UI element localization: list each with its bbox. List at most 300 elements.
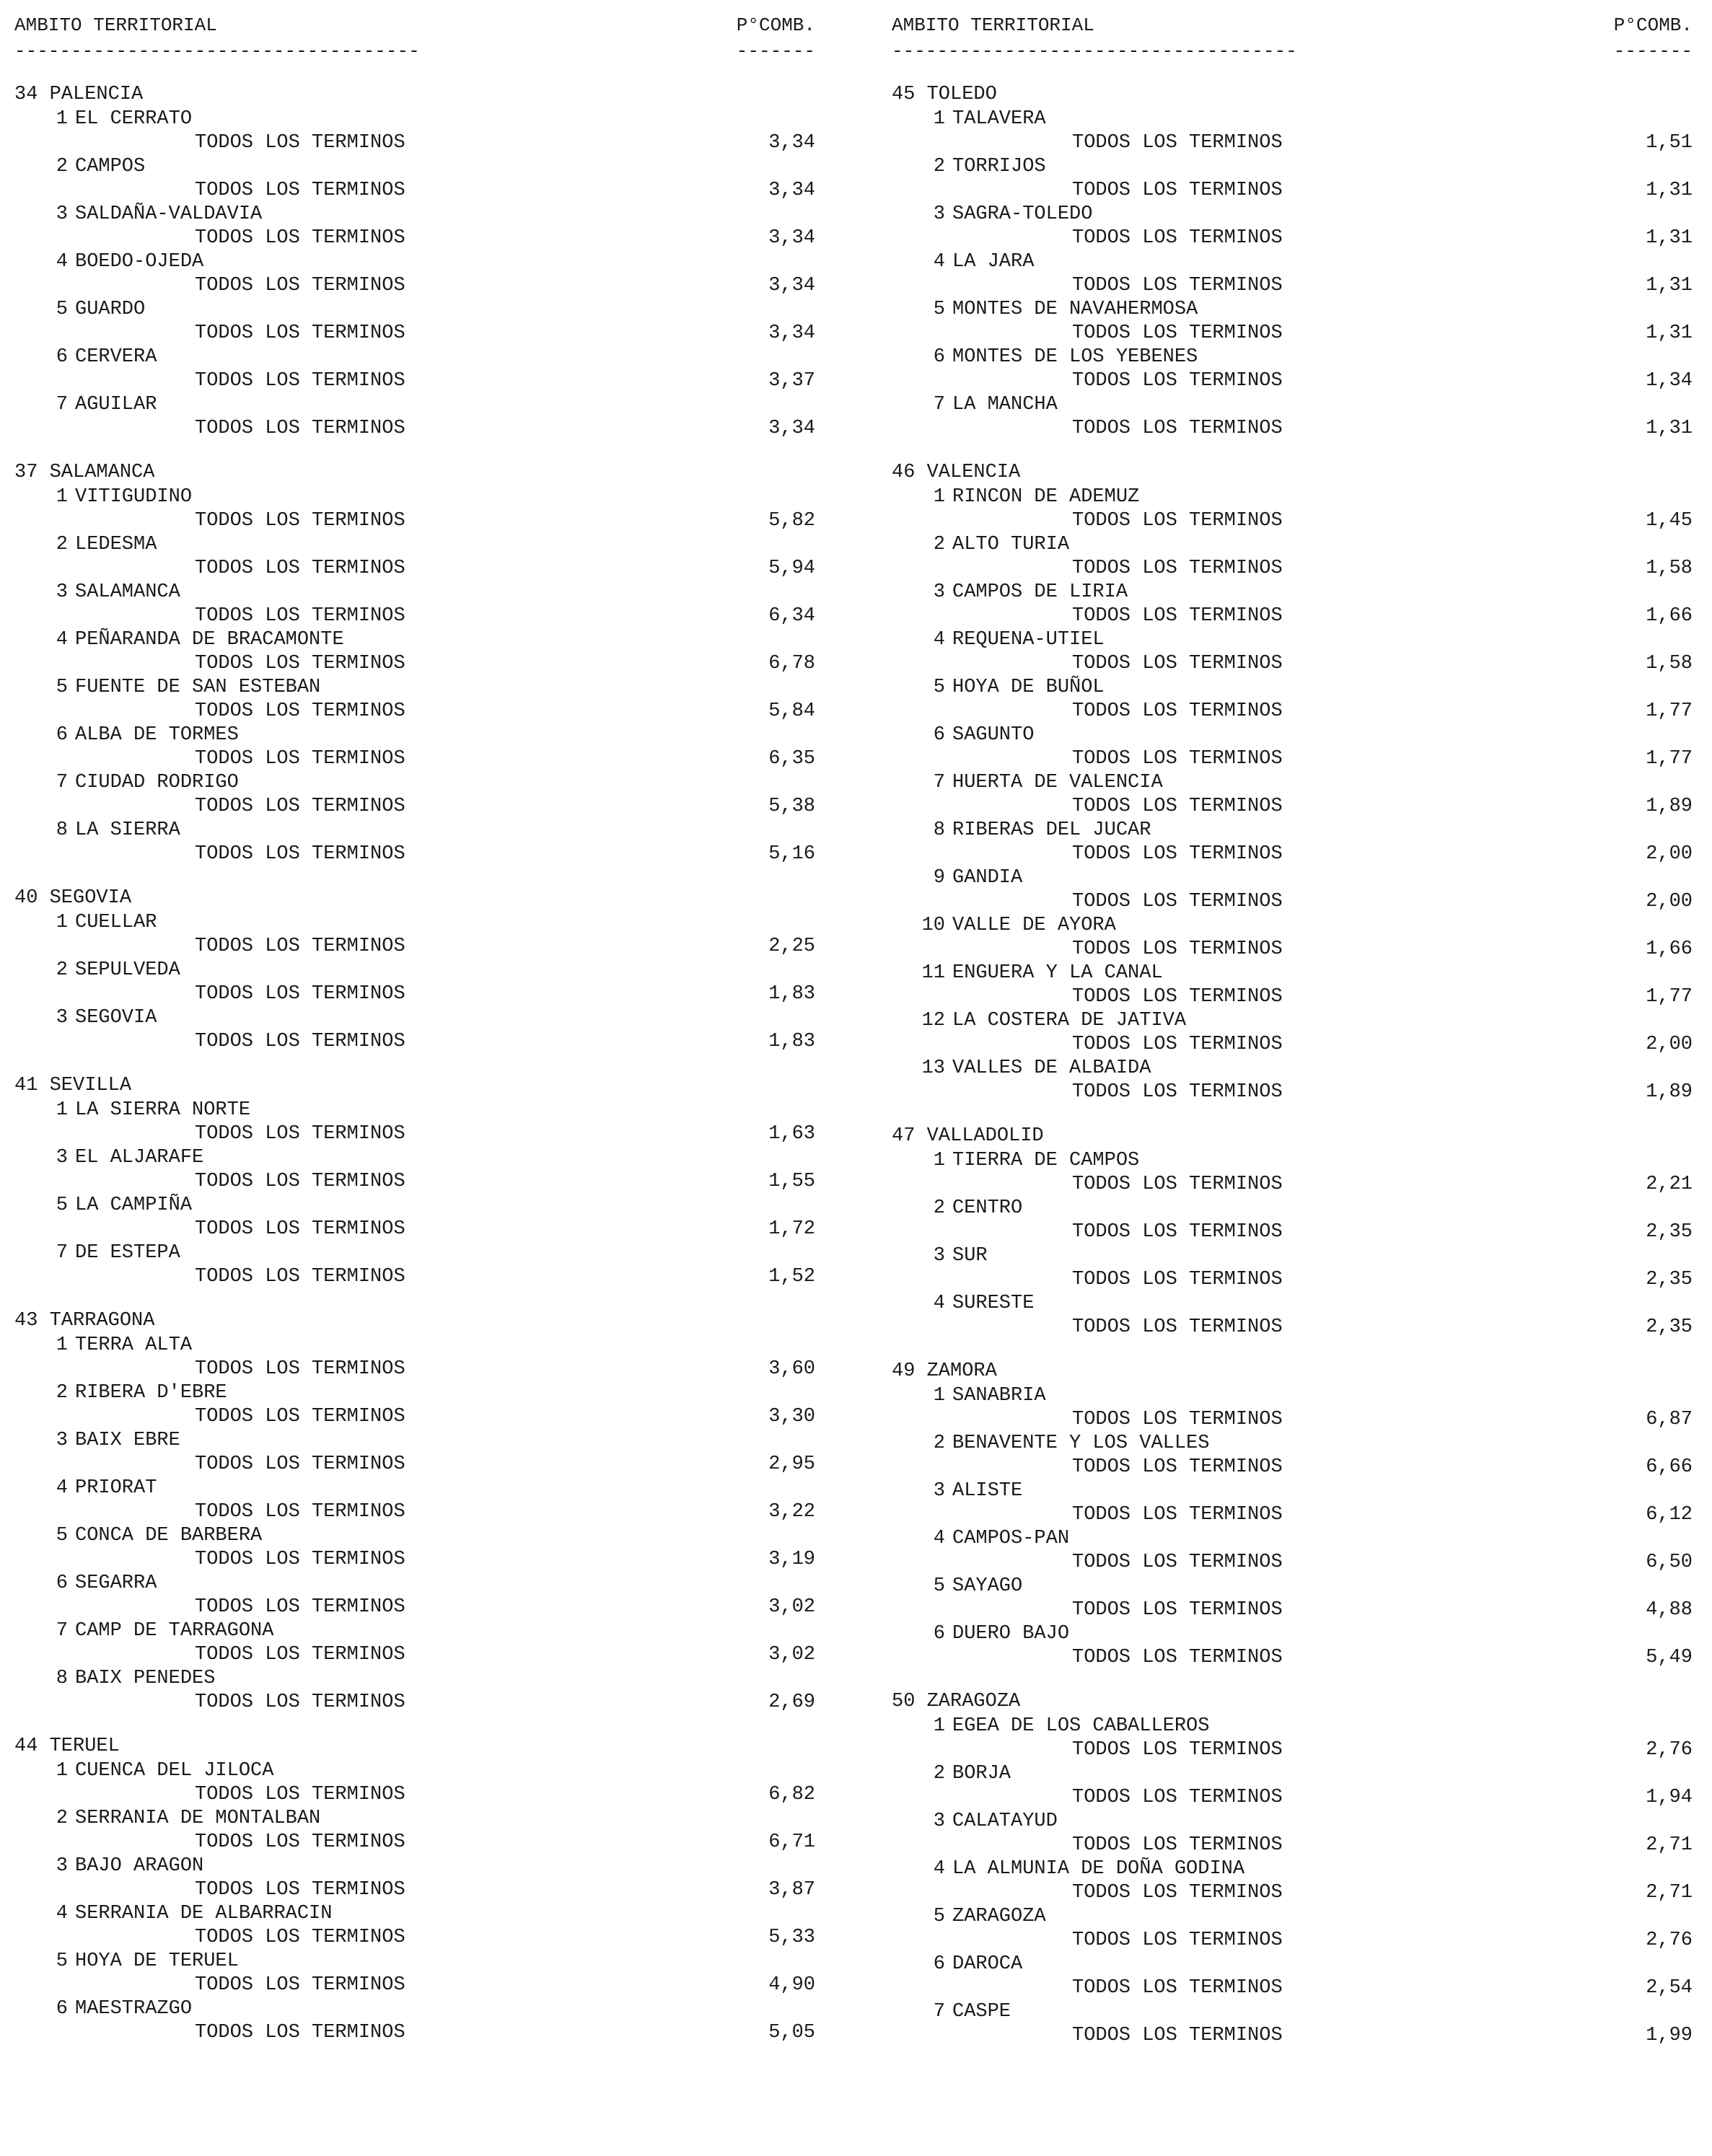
- comarca-name: SEGOVIA: [75, 1007, 157, 1029]
- comarca-name-line: [14, 628, 344, 652]
- comarca-number: 6: [933, 724, 945, 746]
- pcomb-value: 5,84: [768, 700, 815, 722]
- comarca-number: 5: [933, 677, 945, 698]
- comarca-row: [892, 1622, 1693, 1669]
- province-block: [14, 1073, 815, 1288]
- comarca-name-line: [14, 1571, 157, 1596]
- comarca-row: [14, 1381, 815, 1428]
- terms-label: TODOS LOS TERMINOS: [195, 605, 405, 627]
- comarca-name: SAGUNTO: [952, 724, 1035, 746]
- rule-pcomb: -------: [736, 40, 815, 62]
- pcomb-value: 2,71: [1646, 1834, 1693, 1856]
- comarca-row: [14, 1759, 815, 1806]
- comarca-name-line: [14, 1666, 215, 1691]
- comarca-name-line: [14, 1806, 320, 1831]
- comarca-name-line: [892, 913, 1116, 938]
- comarca-name: LA ALMUNIA DE DOÑA GODINA: [952, 1858, 1245, 1880]
- pcomb-value: 5,16: [768, 843, 815, 865]
- comarca-name: CAMPOS-PAN: [952, 1528, 1070, 1549]
- pcomb-value: 3,34: [768, 275, 815, 296]
- comarca-name: DUERO BAJO: [952, 1623, 1070, 1645]
- pcomb-value: 1,31: [1646, 275, 1693, 296]
- pcomb-value: 1,66: [1646, 938, 1693, 960]
- terms-label: TODOS LOS TERMINOS: [1072, 1174, 1283, 1195]
- comarca-name: CENTRO: [952, 1197, 1023, 1219]
- comarca-number: 4: [933, 1293, 945, 1314]
- pcomb-value: 3,02: [768, 1596, 815, 1618]
- comarca-number: 7: [933, 772, 945, 793]
- comarca-number: 8: [933, 819, 945, 841]
- comarca-number: 3: [933, 1245, 945, 1267]
- pcomb-value: 4,90: [768, 1974, 815, 1996]
- comarca-number: 2: [933, 156, 945, 177]
- terms-label: TODOS LOS TERMINOS: [1072, 1316, 1283, 1338]
- comarca-name: TORRIJOS: [952, 156, 1046, 177]
- comarca-row: [14, 1098, 815, 1145]
- terms-label: TODOS LOS TERMINOS: [195, 227, 405, 249]
- terms-label: TODOS LOS TERMINOS: [195, 180, 405, 201]
- comarca-name: SERRANIA DE ALBARRACIN: [75, 1903, 333, 1924]
- terms-label: TODOS LOS TERMINOS: [1072, 1409, 1283, 1430]
- rule-ambito: ------------------------------------: [14, 40, 420, 62]
- comarca-name: BOEDO-OJEDA: [75, 251, 204, 273]
- comarca-name: CAMPOS DE LIRIA: [952, 581, 1128, 603]
- comarca-row: [892, 723, 1693, 770]
- terms-label: TODOS LOS TERMINOS: [1072, 132, 1283, 154]
- terms-label: TODOS LOS TERMINOS: [1072, 1882, 1283, 1904]
- province-block: [892, 460, 1693, 1104]
- pcomb-value: 3,02: [768, 1644, 815, 1666]
- comarca-name-line: [14, 675, 320, 700]
- terms-label: TODOS LOS TERMINOS: [195, 510, 405, 532]
- comarca-name-line: [892, 1479, 1022, 1503]
- comarca-number: 3: [56, 581, 68, 603]
- comarca-number: 4: [56, 1903, 68, 1924]
- comarca-name-line: [892, 770, 1163, 795]
- comarca-row: [892, 1196, 1693, 1244]
- comarca-name: LA SIERRA: [75, 819, 180, 841]
- pcomb-value: 6,34: [768, 605, 815, 627]
- rule-ambito: ------------------------------------: [892, 40, 1297, 62]
- pcomb-value: 2,35: [1646, 1269, 1693, 1290]
- comarca-name: BAJO ARAGON: [75, 1855, 204, 1877]
- terms-label: TODOS LOS TERMINOS: [1072, 418, 1283, 439]
- comarca-number: 5: [933, 1906, 945, 1927]
- comarca-number: 1: [56, 912, 68, 933]
- pcomb-value: 2,95: [768, 1453, 815, 1475]
- pcomb-value: 2,21: [1646, 1174, 1693, 1195]
- comarca-row: [14, 250, 815, 297]
- terms-label: TODOS LOS TERMINOS: [195, 796, 405, 817]
- comarca-name: LA SIERRA NORTE: [75, 1099, 251, 1121]
- comarca-number: 3: [56, 1007, 68, 1029]
- pcomb-value: 1,45: [1646, 510, 1693, 532]
- terms-label: TODOS LOS TERMINOS: [195, 1453, 405, 1475]
- comarca-name: PRIORAT: [75, 1477, 157, 1499]
- comarca-row: [892, 1714, 1693, 1761]
- comarca-row: [892, 1056, 1693, 1104]
- comarca-row: [14, 1571, 815, 1619]
- comarca-number: 3: [933, 1810, 945, 1832]
- comarca-number: 6: [933, 1623, 945, 1645]
- comarca-name-line: [892, 1714, 1209, 1738]
- pcomb-value: 5,33: [768, 1927, 815, 1948]
- comarca-number: 4: [56, 251, 68, 273]
- comarca-name: ENGUERA Y LA CANAL: [952, 962, 1163, 984]
- comarca-row: [892, 1809, 1693, 1857]
- comarca-row: [892, 1904, 1693, 1952]
- pcomb-value: 1,52: [768, 1266, 815, 1288]
- comarca-row: [14, 392, 815, 440]
- pcomb-value: 3,34: [768, 180, 815, 201]
- terms-label: TODOS LOS TERMINOS: [1072, 700, 1283, 722]
- comarca-name: VALLES DE ALBAIDA: [952, 1057, 1151, 1079]
- comarca-name-line: [892, 392, 1058, 417]
- pcomb-value: 5,05: [768, 2022, 815, 2043]
- pcomb-value: 1,58: [1646, 653, 1693, 674]
- province-title: 34 PALENCIA: [14, 84, 144, 105]
- comarca-number: 5: [56, 677, 68, 698]
- comarca-name-line: [14, 392, 157, 417]
- comarca-name: SEGARRA: [75, 1572, 157, 1594]
- terms-label: TODOS LOS TERMINOS: [195, 1644, 405, 1666]
- pcomb-value: 1,31: [1646, 180, 1693, 201]
- comarca-number: 3: [933, 1480, 945, 1502]
- comarca-name: SALAMANCA: [75, 581, 180, 603]
- terms-label: TODOS LOS TERMINOS: [1072, 275, 1283, 296]
- comarca-name: CALATAYUD: [952, 1810, 1058, 1832]
- comarca-row: [892, 961, 1693, 1008]
- comarca-name: CERVERA: [75, 346, 157, 368]
- pcomb-value: 6,87: [1646, 1409, 1693, 1430]
- terms-label: TODOS LOS TERMINOS: [1072, 796, 1283, 817]
- pcomb-value: 1,99: [1646, 2025, 1693, 2046]
- terms-label: TODOS LOS TERMINOS: [1072, 891, 1283, 912]
- comarca-name: MONTES DE LOS YEBENES: [952, 346, 1198, 368]
- comarca-row: [14, 1619, 815, 1666]
- comarca-name-line: [14, 250, 203, 274]
- comarca-row: [892, 345, 1693, 392]
- comarca-number: 11: [921, 962, 945, 984]
- comarca-name: LA JARA: [952, 251, 1035, 273]
- comarca-number: 7: [56, 1242, 68, 1264]
- terms-label: TODOS LOS TERMINOS: [1072, 748, 1283, 770]
- comarca-row: [892, 818, 1693, 866]
- comarca-row: [892, 154, 1693, 202]
- comarca-name-line: [892, 202, 1092, 226]
- comarca-row: [892, 1244, 1693, 1291]
- terms-label: TODOS LOS TERMINOS: [195, 1406, 405, 1427]
- pcomb-value: 5,94: [768, 558, 815, 579]
- comarca-name: RIBERA D'EBRE: [75, 1382, 227, 1404]
- comarca-number: 1: [56, 1334, 68, 1356]
- comarca-name: VALLE DE AYORA: [952, 915, 1116, 936]
- comarca-name-line: [14, 1193, 192, 1218]
- comarca-row: [892, 107, 1693, 154]
- pcomb-value: 1,31: [1646, 227, 1693, 249]
- terms-label: TODOS LOS TERMINOS: [195, 1596, 405, 1618]
- comarca-name: ZARAGOZA: [952, 1906, 1046, 1927]
- comarca-row: [892, 628, 1693, 675]
- comarca-name: ALBA DE TORMES: [75, 724, 239, 746]
- comarca-name: CIUDAD RODRIGO: [75, 772, 239, 793]
- comarca-name-line: [14, 910, 157, 935]
- pcomb-value: 3,19: [768, 1549, 815, 1570]
- comarca-name: SAYAGO: [952, 1575, 1023, 1597]
- comarca-row: [14, 485, 815, 532]
- comarca-number: 3: [56, 1430, 68, 1451]
- province-block: [14, 886, 815, 1053]
- pcomb-value: 3,34: [768, 227, 815, 249]
- comarca-number: 6: [933, 1953, 945, 1975]
- comarca-name-line: [14, 723, 239, 747]
- pcomb-value: 1,63: [768, 1123, 815, 1145]
- province-title: 43 TARRAGONA: [14, 1310, 155, 1332]
- terms-label: TODOS LOS TERMINOS: [1072, 1081, 1283, 1103]
- comarca-name: TIERRA DE CAMPOS: [952, 1150, 1140, 1171]
- comarca-row: [892, 1008, 1693, 1056]
- comarca-name-line: [14, 107, 192, 131]
- comarca-name-line: [892, 1574, 1022, 1598]
- pcomb-value: 1,89: [1646, 796, 1693, 817]
- province-block: [14, 460, 815, 866]
- comarca-row: [14, 958, 815, 1006]
- comarca-row: [892, 250, 1693, 297]
- terms-label: TODOS LOS TERMINOS: [195, 2022, 405, 2043]
- comarca-number: 6: [56, 1998, 68, 2020]
- comarca-name: LEDESMA: [75, 534, 157, 555]
- comarca-name-line: [892, 1148, 1139, 1173]
- terms-label: TODOS LOS TERMINOS: [1072, 1504, 1283, 1526]
- comarca-name: TALAVERA: [952, 108, 1046, 130]
- comarca-name-line: [892, 107, 1046, 131]
- terms-label: TODOS LOS TERMINOS: [195, 1218, 405, 1240]
- comarca-name: GUARDO: [75, 299, 146, 320]
- comarca-row: [892, 202, 1693, 250]
- comarca-name-line: [892, 1291, 1034, 1316]
- comarca-number: 2: [56, 156, 68, 177]
- comarca-number: 1: [933, 1715, 945, 1737]
- province-block: [14, 1308, 815, 1714]
- comarca-number: 1: [56, 1760, 68, 1782]
- comarca-name-line: [892, 1999, 1011, 2024]
- comarca-row: [892, 1479, 1693, 1526]
- comarca-name-line: [14, 818, 180, 842]
- province-title: 40 SEGOVIA: [14, 887, 132, 909]
- comarca-name: EGEA DE LOS CABALLEROS: [952, 1715, 1210, 1737]
- comarca-number: 5: [933, 299, 945, 320]
- pcomb-value: 6,50: [1646, 1552, 1693, 1573]
- province-title: 47 VALLADOLID: [892, 1125, 1044, 1147]
- comarca-row: [14, 154, 815, 202]
- comarca-name-line: [892, 1526, 1069, 1551]
- comarca-row: [14, 1901, 815, 1949]
- comarca-name-line: [14, 1619, 273, 1643]
- pcomb-value: 2,69: [768, 1691, 815, 1713]
- comarca-number: 5: [56, 1194, 68, 1216]
- comarca-number: 1: [56, 108, 68, 130]
- terms-label: TODOS LOS TERMINOS: [195, 748, 405, 770]
- comarca-name-line: [14, 1381, 227, 1405]
- pcomb-value: 1,89: [1646, 1081, 1693, 1103]
- terms-label: TODOS LOS TERMINOS: [195, 558, 405, 579]
- comarca-name: SALDAÑA-VALDAVIA: [75, 203, 263, 225]
- comarca-name-line: [14, 1997, 192, 2021]
- terms-label: TODOS LOS TERMINOS: [1072, 227, 1283, 249]
- rule-pcomb: -------: [1613, 40, 1693, 62]
- comarca-row: [892, 675, 1693, 723]
- terms-label: TODOS LOS TERMINOS: [195, 275, 405, 296]
- pcomb-value: 1,66: [1646, 605, 1693, 627]
- pcomb-value: 6,82: [768, 1784, 815, 1805]
- province-block: [892, 1359, 1693, 1669]
- terms-label: TODOS LOS TERMINOS: [1072, 558, 1283, 579]
- comarca-name-line: [892, 297, 1198, 322]
- comarca-name: CAMPOS: [75, 156, 146, 177]
- comarca-row: [892, 1952, 1693, 1999]
- pcomb-value: 2,76: [1646, 1739, 1693, 1761]
- comarca-name: BAIX EBRE: [75, 1430, 180, 1451]
- right-column: [892, 14, 1693, 2047]
- comarca-row: [892, 913, 1693, 961]
- terms-label: TODOS LOS TERMINOS: [195, 1831, 405, 1853]
- comarca-row: [14, 1006, 815, 1053]
- comarca-name: CUENCA DEL JILOCA: [75, 1760, 274, 1782]
- comarca-row: [14, 1666, 815, 1714]
- pcomb-value: 1,94: [1646, 1787, 1693, 1808]
- pcomb-value: 1,72: [768, 1218, 815, 1240]
- terms-label: TODOS LOS TERMINOS: [195, 1879, 405, 1901]
- comarca-name: MAESTRAZGO: [75, 1998, 193, 2020]
- comarca-number: 2: [933, 1197, 945, 1219]
- pcomb-value: 1,77: [1646, 748, 1693, 770]
- comarca-row: [14, 1333, 815, 1381]
- pcomb-value: 2,25: [768, 936, 815, 957]
- terms-label: TODOS LOS TERMINOS: [1072, 2025, 1283, 2046]
- comarca-name: DE ESTEPA: [75, 1242, 180, 1264]
- comarca-number: 2: [56, 1808, 68, 1829]
- header-rule: [14, 40, 815, 62]
- comarca-name-line: [14, 1098, 250, 1122]
- comarca-name-line: [14, 345, 157, 369]
- comarca-name-line: [14, 1523, 262, 1548]
- comarca-name-line: [14, 580, 180, 604]
- comarca-name: BENAVENTE Y LOS VALLES: [952, 1433, 1210, 1454]
- comarca-name: ALTO TURIA: [952, 534, 1070, 555]
- comarca-name-line: [892, 1857, 1245, 1881]
- comarca-name: RINCON DE ADEMUZ: [952, 486, 1140, 508]
- terms-label: TODOS LOS TERMINOS: [1072, 938, 1283, 960]
- right-provinces: [892, 82, 1693, 2047]
- comarca-name-line: [892, 1008, 1186, 1033]
- comarca-name: PEÑARANDA DE BRACAMONTE: [75, 629, 344, 651]
- pcomb-value: 3,30: [768, 1406, 815, 1427]
- comarca-name-line: [892, 723, 1034, 747]
- pcomb-value: 1,31: [1646, 418, 1693, 439]
- comarca-row: [892, 532, 1693, 580]
- terms-label: TODOS LOS TERMINOS: [195, 1501, 405, 1523]
- comarca-number: 2: [933, 1433, 945, 1454]
- comarca-row: [892, 1761, 1693, 1809]
- terms-label: TODOS LOS TERMINOS: [1072, 1599, 1283, 1621]
- pcomb-value: 3,87: [768, 1879, 815, 1901]
- terms-label: TODOS LOS TERMINOS: [195, 843, 405, 865]
- comarca-number: 7: [933, 394, 945, 415]
- comarca-row: [14, 628, 815, 675]
- terms-label: TODOS LOS TERMINOS: [195, 653, 405, 674]
- terms-label: TODOS LOS TERMINOS: [195, 1927, 405, 1948]
- terms-label: TODOS LOS TERMINOS: [1072, 180, 1283, 201]
- pcomb-value: 1,34: [1646, 370, 1693, 392]
- comarca-number: 1: [56, 1099, 68, 1121]
- terms-label: TODOS LOS TERMINOS: [195, 1123, 405, 1145]
- terms-label: TODOS LOS TERMINOS: [195, 418, 405, 439]
- terms-label: TODOS LOS TERMINOS: [1072, 1552, 1283, 1573]
- comarca-number: 4: [933, 251, 945, 273]
- comarca-row: [14, 1523, 815, 1571]
- comarca-name-line: [892, 818, 1151, 842]
- comarca-name-line: [892, 961, 1163, 985]
- terms-label: TODOS LOS TERMINOS: [1072, 1221, 1283, 1243]
- comarca-name-line: [892, 675, 1105, 700]
- comarca-row: [14, 345, 815, 392]
- pcomb-value: 1,77: [1646, 986, 1693, 1008]
- comarca-name: HOYA DE TERUEL: [75, 1950, 239, 1972]
- comarca-number: 7: [933, 2001, 945, 2023]
- comarca-name-line: [892, 1056, 1151, 1081]
- header-pcomb: P°COMB.: [736, 14, 815, 36]
- comarca-name: RIBERAS DEL JUCAR: [952, 819, 1151, 841]
- comarca-number: 1: [933, 108, 945, 130]
- terms-label: TODOS LOS TERMINOS: [1072, 370, 1283, 392]
- comarca-name: MONTES DE NAVAHERMOSA: [952, 299, 1198, 320]
- pcomb-value: 6,78: [768, 653, 815, 674]
- terms-label: TODOS LOS TERMINOS: [1072, 322, 1283, 344]
- left-provinces: [14, 82, 815, 2044]
- pcomb-value: 2,35: [1646, 1221, 1693, 1243]
- comarca-number: 2: [933, 534, 945, 555]
- comarca-name-line: [892, 866, 1022, 890]
- terms-label: TODOS LOS TERMINOS: [1072, 843, 1283, 865]
- comarca-name-line: [892, 1196, 1022, 1220]
- comarca-row: [14, 202, 815, 250]
- comarca-row: [14, 1854, 815, 1901]
- pcomb-value: 5,82: [768, 510, 815, 532]
- province-title: 45 TOLEDO: [892, 84, 997, 105]
- comarca-number: 7: [56, 1620, 68, 1642]
- comarca-name-line: [892, 345, 1198, 369]
- comarca-name-line: [892, 580, 1128, 604]
- comarca-name-line: [14, 1241, 180, 1265]
- comarca-row: [14, 818, 815, 866]
- comarca-name-line: [892, 1383, 1046, 1408]
- pcomb-value: 1,77: [1646, 700, 1693, 722]
- pcomb-value: 3,22: [768, 1501, 815, 1523]
- pcomb-value: 5,38: [768, 796, 815, 817]
- terms-label: TODOS LOS TERMINOS: [195, 1691, 405, 1713]
- terms-label: TODOS LOS TERMINOS: [195, 1549, 405, 1570]
- comarca-row: [892, 392, 1693, 440]
- comarca-number: 5: [56, 299, 68, 320]
- comarca-row: [892, 1857, 1693, 1904]
- comarca-name: SEPULVEDA: [75, 959, 180, 981]
- province-title: 37 SALAMANCA: [14, 462, 155, 483]
- comarca-name-line: [892, 1622, 1069, 1646]
- comarca-row: [892, 866, 1693, 913]
- comarca-number: 1: [933, 1385, 945, 1407]
- comarca-name: ALISTE: [952, 1480, 1023, 1502]
- comarca-name: BAIX PENEDES: [75, 1668, 216, 1689]
